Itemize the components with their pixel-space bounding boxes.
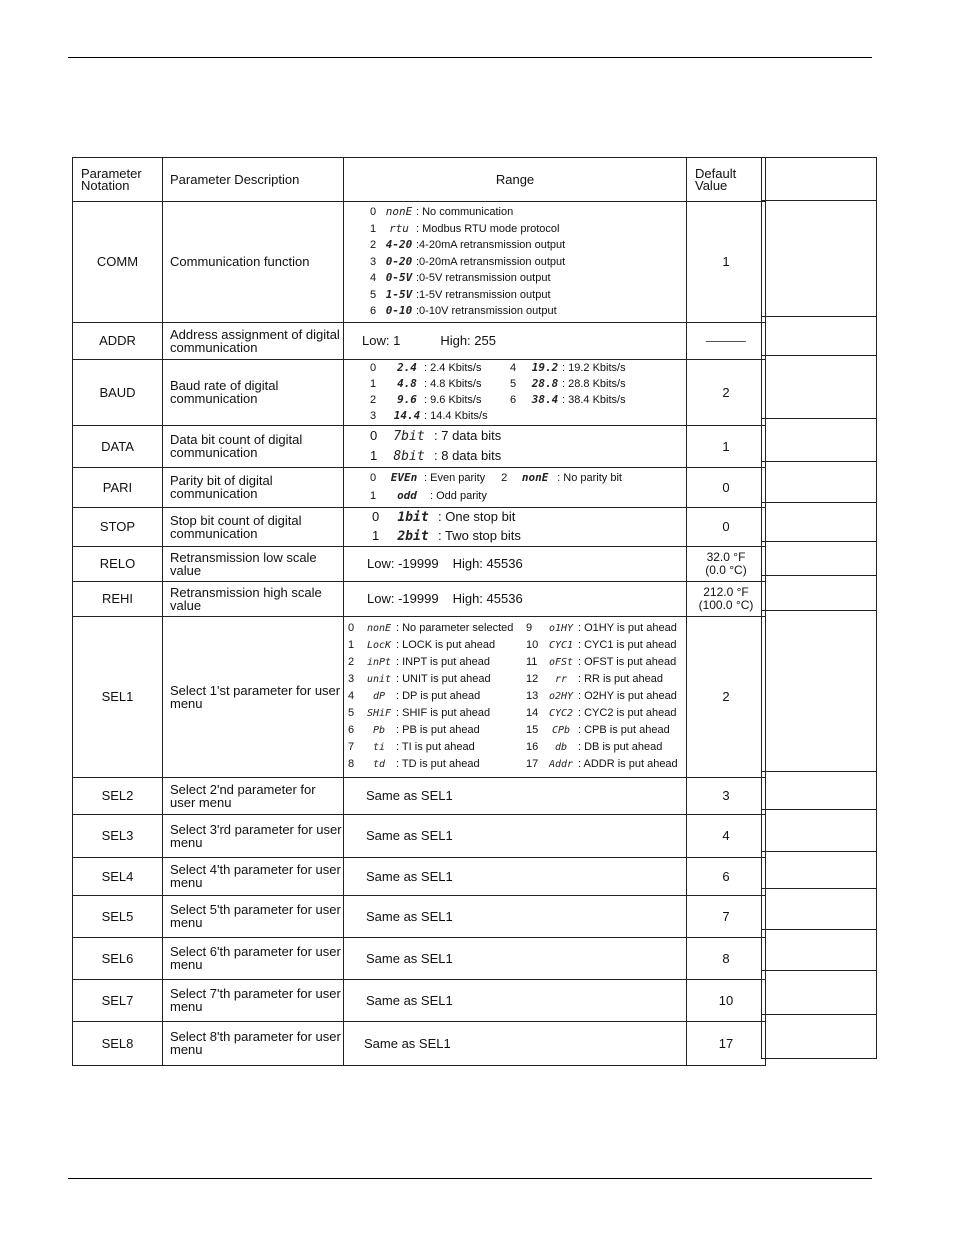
list-item: 3 unit : UNIT is put ahead 12 rr : RR is put ahead <box>348 673 663 685</box>
table-row-data <box>73 425 766 467</box>
description-cell: Select 6'th parameter for user menu <box>163 937 344 979</box>
range-low: Low: -19999 <box>367 591 439 606</box>
range-high: High: 45536 <box>452 556 523 571</box>
description-cell: Select 5'th parameter for user menu <box>163 895 344 937</box>
notation-cell: SEL6 <box>73 937 163 979</box>
list-item: 1 2bit : Two stop bits <box>372 527 521 544</box>
range-cell <box>344 202 687 323</box>
range-cell <box>344 359 687 425</box>
range-cell: Same as SEL1 <box>344 857 687 895</box>
notation-cell: SEL4 <box>73 857 163 895</box>
range-low: Low: 1 <box>362 333 401 348</box>
notation-cell: SEL1 <box>73 616 163 777</box>
default-cell: 0 <box>687 507 766 546</box>
table-row-rehi <box>73 581 766 616</box>
side-box-header <box>761 157 877 201</box>
list-item: 0 1bit : One stop bit <box>372 508 516 525</box>
table-row-sel8 <box>73 1021 766 1065</box>
header-notation: Parameter Notation <box>73 158 163 202</box>
range-cell <box>344 425 687 467</box>
notation-cell: SEL8 <box>73 1021 163 1065</box>
default-cell: 3 <box>687 777 766 814</box>
no-default-dash <box>706 341 746 342</box>
side-box <box>761 502 877 542</box>
range-cell: Same as SEL1 <box>344 979 687 1021</box>
list-item: 2 9.6 : 9.6 Kbits/s <box>370 393 482 406</box>
notation-cell: REHI <box>73 581 163 616</box>
description-cell: Select 2'nd parameter for user menu <box>163 777 344 814</box>
range-cell <box>344 581 687 616</box>
table-row-sel6 <box>73 937 766 979</box>
list-item: 2 4-20 :4-20mA retransmission output <box>370 238 566 251</box>
notation-cell: SEL3 <box>73 814 163 857</box>
range-cell <box>344 507 687 546</box>
top-rule <box>68 57 872 58</box>
list-item: 3 14.4 : 14.4 Kbits/s <box>370 409 488 422</box>
side-box <box>761 355 877 419</box>
description-cell: Select 1'st parameter for user menu <box>163 616 344 777</box>
side-box <box>761 851 877 889</box>
notation-cell: COMM <box>73 202 163 323</box>
list-item: 0 EVEn : Even parity 2 nonE : No parity bit <box>370 471 622 484</box>
list-item: 6 Pb : PB is put ahead 15 CPb : CPB is put ahead <box>348 724 670 736</box>
notation-cell: ADDR <box>73 322 163 359</box>
side-box <box>761 316 877 356</box>
list-item: 0 2.4 : 2.4 Kbits/s <box>370 361 482 374</box>
side-box <box>761 418 877 462</box>
notation-cell: DATA <box>73 425 163 467</box>
description-cell: Address assignment of digital communication <box>163 322 344 359</box>
table-row-sel2 <box>73 777 766 814</box>
list-item: 6 38.4 : 38.4 Kbits/s <box>510 393 626 406</box>
list-item: 5 1-5V :1-5V retransmission output <box>370 287 551 301</box>
range-cell <box>344 467 687 507</box>
header-description: Parameter Description <box>163 158 344 202</box>
range-low: Low: -19999 <box>367 556 439 571</box>
default-cell: 32.0 °F (0.0 °C) <box>687 546 766 581</box>
table-row-sel5 <box>73 895 766 937</box>
notation-cell: RELO <box>73 546 163 581</box>
default-cell: 6 <box>687 857 766 895</box>
list-item: 0 nonE : No communication <box>370 205 514 218</box>
description-cell: Retransmission high scale value <box>163 581 344 616</box>
default-cell: 4 <box>687 814 766 857</box>
list-item: 4 0-5V :0-5V retransmission output <box>370 271 551 284</box>
list-item: 7 ti : TI is put ahead 16 db : DB is put ahead <box>348 741 663 753</box>
parameter-table <box>72 157 766 1066</box>
range-cell <box>344 616 687 777</box>
side-box <box>761 929 877 971</box>
bottom-rule <box>68 1178 872 1179</box>
default-cell: 2 <box>687 359 766 425</box>
list-item: 1 LocK : LOCK is put ahead 10 CYC1 : CYC1 is put ahead <box>348 639 677 651</box>
side-box <box>761 575 877 611</box>
default-cell: 212.0 °F (100.0 °C) <box>687 581 766 616</box>
table-row-pari <box>73 467 766 507</box>
side-box <box>761 461 877 503</box>
default-cell: 1 <box>687 425 766 467</box>
list-item: 0 7bit : 7 data bits <box>370 428 502 444</box>
default-cell <box>687 322 766 359</box>
table-row-addr <box>73 322 766 359</box>
header-range: Range <box>344 158 687 202</box>
range-cell: Same as SEL1 <box>344 777 687 814</box>
side-box <box>761 888 877 930</box>
side-box <box>761 200 877 317</box>
range-cell <box>344 322 687 359</box>
description-cell: Data bit count of digital communication <box>163 425 344 467</box>
default-cell: 0 <box>687 467 766 507</box>
notation-cell: PARI <box>73 467 163 507</box>
description-cell: Parity bit of digital communication <box>163 467 344 507</box>
table-row-sel1 <box>73 616 766 777</box>
list-item: 1 odd : Odd parity <box>370 489 487 502</box>
list-item: 6 0-10 :0-10V retransmission output <box>370 304 557 317</box>
range-cell: Same as SEL1 <box>344 814 687 857</box>
notation-cell: BAUD <box>73 359 163 425</box>
range-cell: Same as SEL1 <box>344 895 687 937</box>
notation-cell: SEL2 <box>73 777 163 814</box>
table-row-sel7 <box>73 979 766 1021</box>
description-cell: Retransmission low scale value <box>163 546 344 581</box>
range-high: High: 45536 <box>452 591 523 606</box>
side-box <box>761 970 877 1015</box>
list-item: 5 SHiF : SHIF is put ahead 14 CYC2 : CYC2 is put ahead <box>348 707 677 719</box>
notation-cell: SEL7 <box>73 979 163 1021</box>
range-cell <box>344 546 687 581</box>
header-default: Default Value <box>687 158 766 202</box>
list-item: 1 rtu : Modbus RTU mode protocol <box>370 221 560 235</box>
default-cell: 10 <box>687 979 766 1021</box>
notation-cell: SEL5 <box>73 895 163 937</box>
default-cell: 2 <box>687 616 766 777</box>
table-row-sel3 <box>73 814 766 857</box>
description-cell: Select 8'th parameter for user menu <box>163 1021 344 1065</box>
range-cell: Same as SEL1 <box>344 1021 687 1065</box>
table-row-comm <box>73 202 766 323</box>
table-header <box>73 158 766 202</box>
description-cell: Stop bit count of digital communication <box>163 507 344 546</box>
table-row-baud <box>73 359 766 425</box>
table-row-relo <box>73 546 766 581</box>
description-cell: Baud rate of digital communication <box>163 359 344 425</box>
side-box <box>761 771 877 810</box>
side-box <box>761 541 877 576</box>
side-box <box>761 610 877 772</box>
description-cell: Select 7'th parameter for user menu <box>163 979 344 1021</box>
list-item: 2 inPt : INPT is put ahead 11 oFSt : OFST is put ahead <box>348 656 677 668</box>
table-row-sel4 <box>73 857 766 895</box>
list-item: 5 28.8 : 28.8 Kbits/s <box>510 377 626 390</box>
range-high: High: 255 <box>440 333 496 348</box>
side-box <box>761 1014 877 1059</box>
default-cell: 8 <box>687 937 766 979</box>
list-item: 1 4.8 : 4.8 Kbits/s <box>370 377 482 390</box>
default-cell: 7 <box>687 895 766 937</box>
list-item: 0 nonE : No parameter selected 9 o1HY : O1HY is put ahead <box>348 622 677 634</box>
default-cell: 17 <box>687 1021 766 1065</box>
range-cell: Same as SEL1 <box>344 937 687 979</box>
default-cell: 1 <box>687 202 766 323</box>
description-cell: Select 4'th parameter for user menu <box>163 857 344 895</box>
notation-cell: STOP <box>73 507 163 546</box>
table-row-stop <box>73 507 766 546</box>
list-item: 3 0-20 :0-20mA retransmission output <box>370 254 566 268</box>
side-box <box>761 809 877 852</box>
list-item: 1 8bit : 8 data bits <box>370 448 502 464</box>
list-item: 4 19.2 : 19.2 Kbits/s <box>510 361 626 374</box>
description-cell: Select 3'rd parameter for user menu <box>163 814 344 857</box>
description-cell: Communication function <box>163 202 344 323</box>
list-item: 4 dP : DP is put ahead 13 o2HY : O2HY is put ahead <box>348 690 677 702</box>
list-item: 8 td : TD is put ahead 17 Addr : ADDR is put ahead <box>348 758 678 770</box>
